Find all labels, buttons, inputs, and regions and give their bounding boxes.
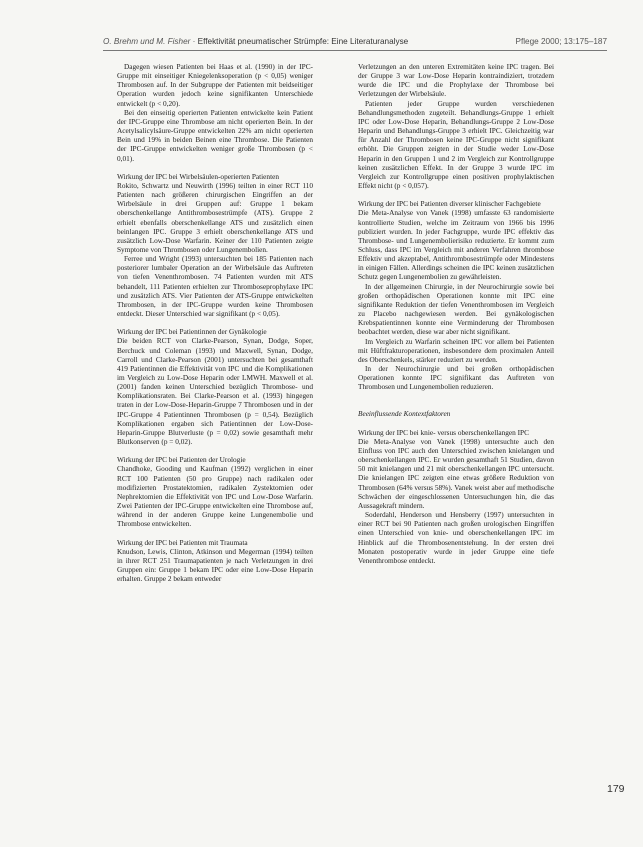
- paragraph: In der Neurochirurgie und bei großen orthopädischen Operationen konnte IPC signifikant das Auftreten von Thrombosen und Lungenembolien reduzieren.: [358, 364, 554, 392]
- section-heading: Wirkung der IPC bei Wirbelsäulen-operierten Patienten: [117, 171, 279, 181]
- header-authors: O. Brehm und M. Fisher: [103, 37, 191, 46]
- section-heading-italic: Beeinflussende Kontextfaktoren: [358, 409, 451, 419]
- left-column: [117, 62, 313, 583]
- right-column: [358, 62, 554, 565]
- paragraph: Ferree und Wright (1993) untersuchten bei 185 Patienten nach posteriorer lumbaler Operation an der Wirbelsäule das Auftreten von tiefen Venenthrombosen. 74 Patienten wurden mit ATS behandelt, 111 Patienten erhielten zur Thromboseprophylaxe IPC und zusätzlich ATS. Vier Patienten der ATS-Gruppe entwickelten Thrombosen, in der IPC-Gruppe wurden keine Thrombosen entdeckt. Dieser Unterschied war signifikant (p < 0,05).: [117, 254, 313, 319]
- section-heading: Wirkung der IPC bei Patienten der Urologie: [117, 455, 246, 465]
- paragraph: Patienten jeder Gruppe wurden verschiedenen Behandlungsmethoden zugeteilt. Behandlungs-Gruppe 1 erhielt IPC oder Low-Dose Heparin, Behandlungs-Gruppe 2 Low-Dose Heparin und Behandlungs-Gruppe 3 erhielt IPC. Gleichzeitig war für Anzahl der Thrombosen keine IPC-Gruppe nicht signifikant erhöht. Die Gruppen zeigten in der Studie weder Low-Dose Heparin in den Gruppen 1 und 2 im Vergleich zur Kontrollgruppe keinen zusätzlichen Effekt. In der Gruppe 3 wurde IPC im Vergleich zur Kontrollgruppe einen positiven prophylaktischen Effekt nicht (p < 0,057).: [358, 98, 554, 191]
- paragraph: Die Meta-Analyse von Vanek (1998) untersuchte auch den Einfluss von IPC auch den Unterschied zwischen knielangen und oberschenkellangen IPC. Er wurden gesamthaft 51 Studien, davon 50 mit knielangen und 21 mit oberschenkellangen IPC untersucht. Die knielangen IPC zeigten eine etwas größere Reduktion von Thrombosen (64% versus 58%). Vanek weist aber auf methodische Schwächen der eingeschlossenen Untersuchungen hin, die das Aussagekraft mindern.: [358, 436, 554, 510]
- paragraph: Soderdahl, Henderson und Hensberry (1997) untersuchten in einer RCT bei 90 Patienten nach großen urologischen Eingriffen einen Unterschied von knie- und oberschenkellangen IPC im Hinblick auf die Thrombosenentstehung. In der ersten drei Monaten postoperativ wurde in jeder Gruppe eine tiefe Venenthrombose entdeckt.: [358, 510, 554, 565]
- section-heading: Wirkung der IPC bei Patienten mit Traumata: [117, 537, 248, 547]
- paragraph: Die Meta-Analyse von Vanek (1998) umfasste 63 randomisierte kontrollierte Studien, welche im Zeitraum von 1966 bis 1996 publiziert wurden. In jeder Fachgruppe, wurde IPC effektiv das Thrombose- und Lungenembolierisiko reduzierte. Er kommt zum Schluss, dass IPC im Vergleich mit anderen Verfahren thrombose Effektiv und akzeptabel, Antithrombosestrümpfe oder Mindestens in einigen Fällen. Allerdings scheinen die IPC keinen zusätzlichen Schutz gegen Lungenembolien zu gewährleisten.: [358, 208, 554, 282]
- subsection-heading: Wirkung der IPC bei knie- versus oberschenkellangen IPC: [358, 427, 529, 437]
- paragraph: Chandhoke, Gooding und Kaufman (1992) verglichen in einer RCT 100 Patienten (50 pro Gruppe) nach radikalen oder modifizierten Prostatektomien, radikalen Zystektomien oder Nephrektomien die Effektivität von IPC und Low-Dose Warfarin. Zwei Patienten der IPC-Gruppe entwickelten eine Thrombose auf, während in der anderen Gruppe keine Lungenembolie und Thrombose entwickelten.: [117, 464, 313, 529]
- paragraph: Dagegen wiesen Patienten bei Haas et al. (1990) in der IPC-Gruppe mit einseitiger Kniegelenksoperation (p < 0,05) weniger Thrombosen auf. In der Subgruppe der Patienten mit beidseitiger Operation wurden jedoch keine signifikanten Unterschiede entwickelt (p < 0,20).: [117, 62, 313, 108]
- paragraph: Im Vergleich zu Warfarin scheinen IPC vor allem bei Patienten mit Hüftfrakturoperationen, insbesondere dem proximalen Anteil des Oberschenkels, stärker reduziert zu werden.: [358, 336, 554, 364]
- paragraph: Bei den einseitig operierten Patienten entwickelte kein Patient der IPC-Gruppe eine Thrombose am nicht operierten Bein. In der Acetylsalicylsäure-Gruppe entwickelten 22% am nicht operierten Bein und 19% in beiden Beinen eine Thrombose. Die Patienten der IPC-Gruppe entwickelten weniger große Thrombosen (p < 0,01).: [117, 107, 313, 163]
- running-header: [103, 36, 607, 51]
- section-heading: Wirkung der IPC bei Patienten diverser klinischer Fachgebiete: [358, 199, 541, 209]
- section-heading: Wirkung der IPC bei Patientinnen der Gynäkologie: [117, 327, 267, 337]
- paragraph: Die beiden RCT von Clarke-Pearson, Synan, Dodge, Soper, Berchuck und Coleman (1993) und Maxwell, Synan, Dodge, Carroll und Clarke-Pearson (2001) untersuchten bei gesamthaft 419 Patientinnen die Effektivität von IPC und die Komplikationen im Vergleich zu Low-Dose Heparin oder LMWH. Maxwell et al. (2001) fanden keinen Unterschied bezüglich Thrombose- und Komplikationsraten. Bei Clarke-Pearson et al. (1993) hingegen traten in der Low-Dose-Heparin-Gruppe 7 Thrombosen und in der IPC-Gruppe 4 Patientinnen Thrombosen (p = 0,54). Bezüglich Komplikationen ergaben sich Patientinnen der Low-Dose-Heparin-Gruppe Blutverluste (p = 0,02) sowie gesamthaft mehr Blutkonserven (p = 0,02).: [117, 336, 313, 447]
- header-separator: ·: [190, 37, 198, 46]
- header-citation: Pflege 2000; 13:175–187: [515, 37, 607, 46]
- paragraph: Knudson, Lewis, Clinton, Atkinson und Megerman (1994) teilten in ihrer RCT 251 Traumapatienten je nach Verletzungen in drei Gruppen ein: Gruppe 1 bekam IPC oder eine Low-Dose Heparin erhalten. Gruppe 2 bekam entweder: [117, 546, 313, 584]
- paragraph: Rokito, Schwartz und Neuwirth (1996) teilten in einer RCT 110 Patienten nach größeren chirurgischen Eingriffen an der Wirbelsäule in drei Gruppen auf: Gruppe 1 bekam oberschenkellange Antithrombosestrümpfe (ATS). Gruppe 2 erhielt ebenfalls oberschenkellange ATS und zusätzlich einen beinlangen IPC. Gruppe 3 erhielt oberschenkellange ATS und zusätzlich Low-Dose Warfarin. Keiner der 110 Patienten zeigte Symptome von Thrombosen oder Lungenembolien.: [117, 180, 313, 254]
- paragraph: Verletzungen an den unteren Extremitäten keine IPC tragen. Bei der Gruppe 3 war Low-Dose Heparin kontraindiziert, trotzdem wurde die IPC und die Prophylaxe der Thrombose bei Verletzungen der Wirbelsäule.: [358, 62, 554, 99]
- page-number: 179: [607, 783, 625, 795]
- paragraph: In der allgemeinen Chirurgie, in der Neurochirurgie sowie bei großen orthopädischen Operationen konnte mit IPC eine signifikante Reduktion der tiefen Venenthrombosen im Vergleich zu Placebo nachgewiesen werden. Bei gynäkologischen Krebspatientinnen konnte eine Verminderung der Thrombosen beobachtet werden, diese war aber nicht signifikant.: [358, 281, 554, 337]
- header-title: Effektivität pneumatischer Strümpfe: Eine Literaturanalyse: [197, 37, 409, 46]
